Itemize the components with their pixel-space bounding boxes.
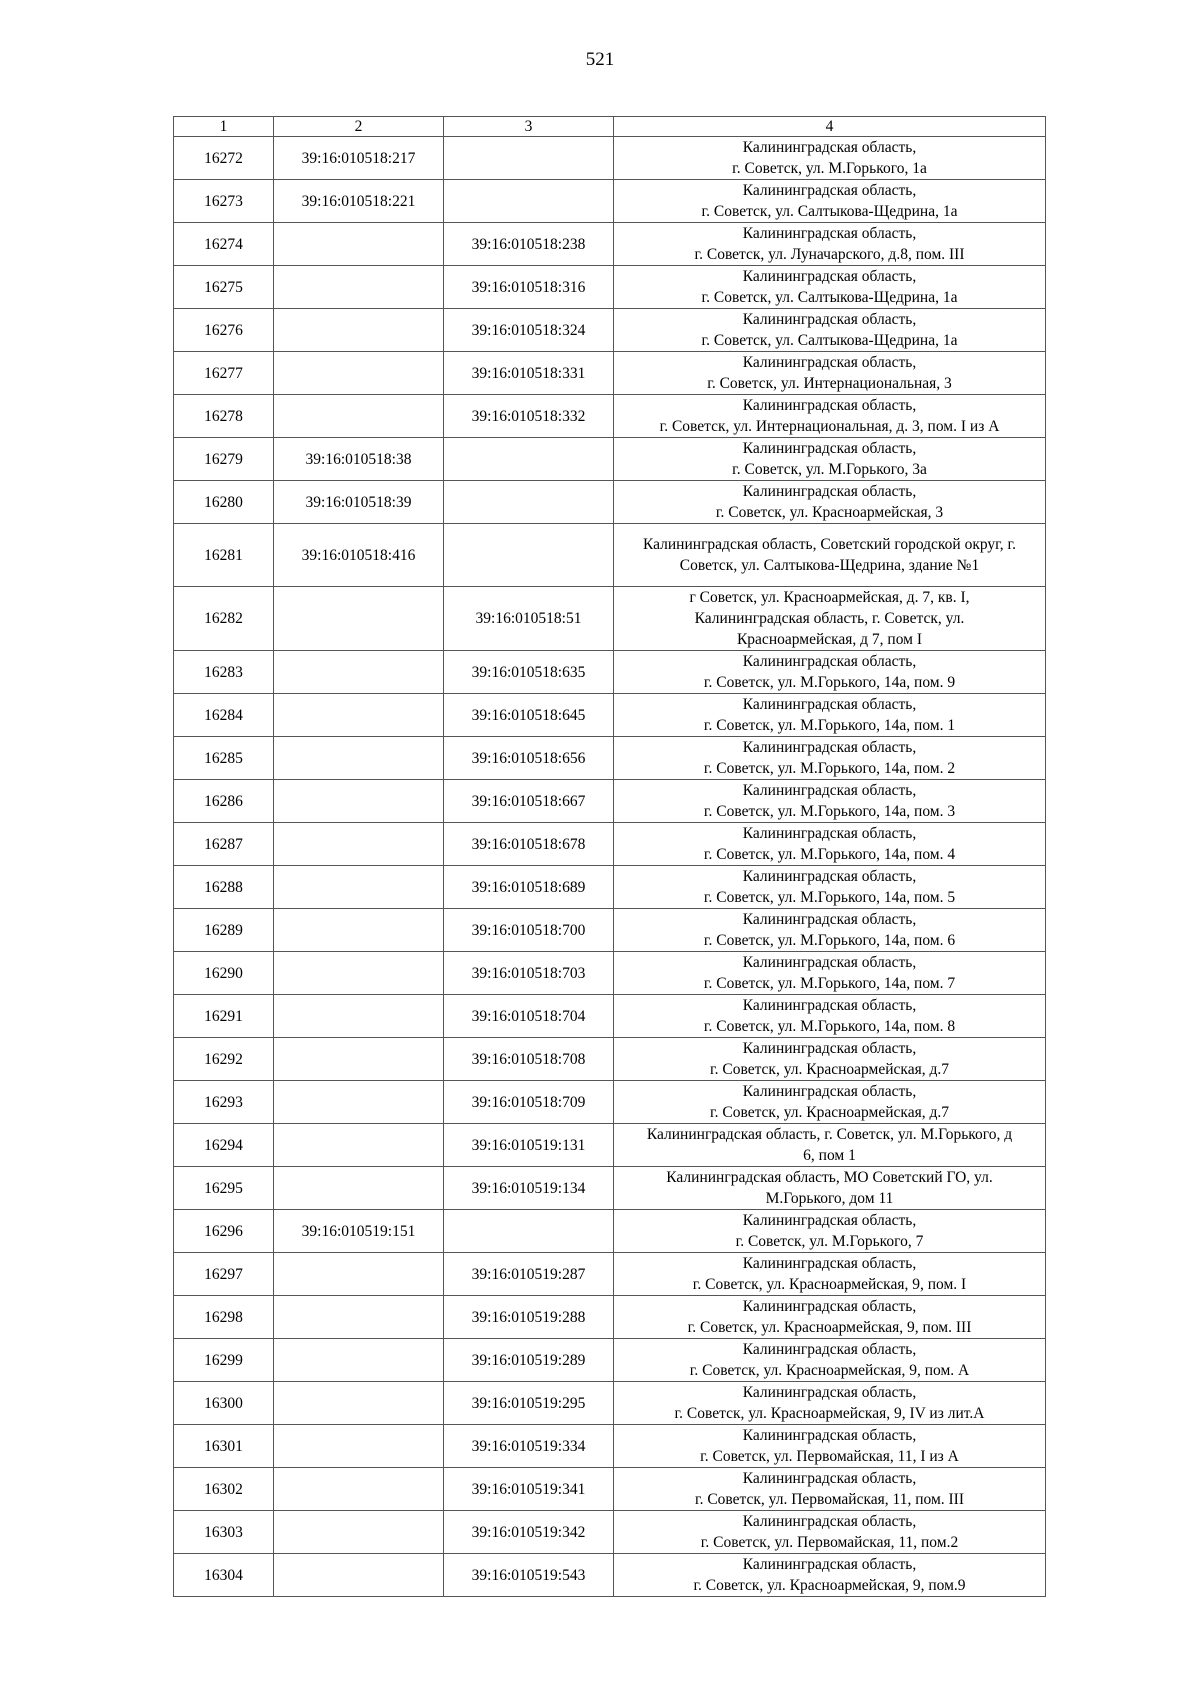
address-cell xyxy=(614,909,1046,952)
cadastral-number-col2-cell xyxy=(274,823,444,866)
record-number-cell: 16298 xyxy=(174,1296,274,1339)
table-row xyxy=(174,909,1046,952)
cadastral-number-col3-cell xyxy=(444,481,614,524)
record-number-cell: 16275 xyxy=(174,266,274,309)
record-number-cell: 16272 xyxy=(174,137,274,180)
address-text: Калининградская область, г. Советск, ул. Красноармейская, 9, пом. I xyxy=(692,1255,967,1293)
column-header-2: 2 xyxy=(274,117,444,137)
cadastral-number-col3-cell: 39:16:010518:331 xyxy=(444,352,614,395)
address-text: Калининградская область, г. Советск, ул. Салтыкова-Щедрина, 1а xyxy=(701,182,958,220)
table-row xyxy=(174,524,1046,587)
cadastral-number-col2-cell xyxy=(274,866,444,909)
record-number-cell: 16285 xyxy=(174,737,274,780)
cadastral-number-col3-cell: 39:16:010518:635 xyxy=(444,651,614,694)
table-row xyxy=(174,309,1046,352)
record-number-cell: 16295 xyxy=(174,1167,274,1210)
table-row xyxy=(174,352,1046,395)
record-number-cell: 16284 xyxy=(174,694,274,737)
address-text: Калининградская область, г. Советск, ул. Первомайская, 11, пом. III xyxy=(694,1470,964,1508)
table-row xyxy=(174,266,1046,309)
table-row xyxy=(174,1296,1046,1339)
cadastral-number-col2-cell xyxy=(274,995,444,1038)
address-text: Калининградская область, г. Советск, ул. Красноармейская, 9, пом. III xyxy=(687,1298,972,1336)
cadastral-number-col3-cell: 39:16:010519:289 xyxy=(444,1339,614,1382)
cadastral-number-col3-cell xyxy=(444,137,614,180)
record-number-cell: 16292 xyxy=(174,1038,274,1081)
cadastral-number-col2-cell: 39:16:010519:151 xyxy=(274,1210,444,1253)
cadastral-number-col3-cell: 39:16:010518:704 xyxy=(444,995,614,1038)
cadastral-number-col2-cell xyxy=(274,1382,444,1425)
address-text: Калининградская область, г. Советск, ул. Интернациональная, д. 3, пом. I из А xyxy=(659,397,1000,435)
address-text: Калининградская область, г. Советск, ул. М.Горького, 14а, пом. 2 xyxy=(703,739,956,777)
page-number: 521 xyxy=(585,49,615,70)
address-cell xyxy=(614,309,1046,352)
registry-table xyxy=(173,116,1046,1597)
record-number-cell: 16278 xyxy=(174,395,274,438)
cadastral-number-col3-cell: 39:16:010519:543 xyxy=(444,1554,614,1597)
cadastral-number-col3-cell: 39:16:010518:678 xyxy=(444,823,614,866)
address-text: Калининградская область, г. Советск, ул. Первомайская, 11, пом.2 xyxy=(700,1513,959,1551)
table-body xyxy=(174,137,1046,1597)
table-row xyxy=(174,1124,1046,1167)
cadastral-number-col3-cell: 39:16:010519:295 xyxy=(444,1382,614,1425)
table-row xyxy=(174,1339,1046,1382)
address-text: Калининградская область, г. Советск, ул. Первомайская, 11, I из А xyxy=(700,1427,959,1465)
table-row xyxy=(174,866,1046,909)
address-text: Калининградская область, г. Советск, ул. М.Горького, 14а, пом. 5 xyxy=(703,868,956,906)
address-text: Калининградская область, г. Советск, ул. Красноармейская, 9, пом.9 xyxy=(693,1556,966,1594)
cadastral-number-col3-cell xyxy=(444,1210,614,1253)
table-row xyxy=(174,1167,1046,1210)
address-text: Калининградская область, г. Советск, ул. М.Горького, 14а, пом. 7 xyxy=(703,954,956,992)
cadastral-number-col3-cell: 39:16:010519:134 xyxy=(444,1167,614,1210)
address-cell xyxy=(614,524,1046,587)
address-text: Калининградская область, г. Советск, ул. М.Горького, 14а, пом. 4 xyxy=(703,825,956,863)
address-text: Калининградская область, г. Советск, ул. М.Горького, 14а, пом. 3 xyxy=(703,782,956,820)
cadastral-number-col3-cell xyxy=(444,438,614,481)
column-header-4: 4 xyxy=(614,117,1046,137)
cadastral-number-col2-cell xyxy=(274,223,444,266)
table-row xyxy=(174,137,1046,180)
cadastral-number-col2-cell xyxy=(274,1081,444,1124)
table-row xyxy=(174,737,1046,780)
address-text: Калининградская область, г. Советск, ул. М.Горького, д 6, пом 1 xyxy=(646,1126,1013,1164)
address-text: Калининградская область, г. Советск, ул. Красноармейская, д.7 xyxy=(710,1040,949,1078)
address-cell xyxy=(614,1038,1046,1081)
cadastral-number-col3-cell: 39:16:010518:324 xyxy=(444,309,614,352)
cadastral-number-col2-cell: 39:16:010518:416 xyxy=(274,524,444,587)
address-cell xyxy=(614,737,1046,780)
table-row xyxy=(174,1210,1046,1253)
table-row xyxy=(174,1511,1046,1554)
cadastral-number-col3-cell: 39:16:010518:645 xyxy=(444,694,614,737)
cadastral-number-col2-cell: 39:16:010518:39 xyxy=(274,481,444,524)
cadastral-number-col3-cell: 39:16:010518:709 xyxy=(444,1081,614,1124)
table-row xyxy=(174,438,1046,481)
record-number-cell: 16289 xyxy=(174,909,274,952)
address-cell xyxy=(614,395,1046,438)
cadastral-number-col3-cell: 39:16:010518:316 xyxy=(444,266,614,309)
record-number-cell: 16276 xyxy=(174,309,274,352)
address-text: Калининградская область, г. Советск, ул. Салтыкова-Щедрина, 1а xyxy=(701,311,958,349)
record-number-cell: 16274 xyxy=(174,223,274,266)
cadastral-number-col2-cell xyxy=(274,909,444,952)
table-row xyxy=(174,1038,1046,1081)
address-cell xyxy=(614,651,1046,694)
record-number-cell: 16297 xyxy=(174,1253,274,1296)
address-cell xyxy=(614,780,1046,823)
address-cell xyxy=(614,266,1046,309)
cadastral-number-col2-cell xyxy=(274,1038,444,1081)
address-cell xyxy=(614,137,1046,180)
address-cell xyxy=(614,438,1046,481)
cadastral-number-col3-cell: 39:16:010518:656 xyxy=(444,737,614,780)
address-text: Калининградская область, г. Советск, ул. М.Горького, 1а xyxy=(732,139,927,177)
table-row xyxy=(174,1554,1046,1597)
record-number-cell: 16281 xyxy=(174,524,274,587)
cadastral-number-col3-cell xyxy=(444,524,614,587)
cadastral-number-col2-cell xyxy=(274,1167,444,1210)
cadastral-number-col3-cell: 39:16:010519:342 xyxy=(444,1511,614,1554)
record-number-cell: 16302 xyxy=(174,1468,274,1511)
cadastral-number-col2-cell xyxy=(274,395,444,438)
address-text: Калининградская область, г. Советск, ул. Салтыкова-Щедрина, 1а xyxy=(701,268,958,306)
cadastral-number-col2-cell xyxy=(274,1511,444,1554)
address-cell xyxy=(614,1554,1046,1597)
cadastral-number-col3-cell: 39:16:010519:287 xyxy=(444,1253,614,1296)
header-row xyxy=(174,117,1046,137)
address-text: Калининградская область, г. Советск, ул. Красноармейская, 9, IV из лит.А xyxy=(674,1384,985,1422)
table-row xyxy=(174,1081,1046,1124)
cadastral-number-col3-cell: 39:16:010518:51 xyxy=(444,587,614,651)
cadastral-number-col2-cell: 39:16:010518:217 xyxy=(274,137,444,180)
address-cell xyxy=(614,1296,1046,1339)
cadastral-number-col3-cell: 39:16:010518:708 xyxy=(444,1038,614,1081)
record-number-cell: 16291 xyxy=(174,995,274,1038)
address-text: Калининградская область, Советский городской округ, г. Советск, ул. Салтыкова-Щедрина, здание №1 xyxy=(643,536,1016,574)
address-text: Калининградская область, г. Советск, ул. М.Горького, 14а, пом. 6 xyxy=(703,911,956,949)
address-cell xyxy=(614,1339,1046,1382)
address-cell xyxy=(614,1167,1046,1210)
cadastral-number-col2-cell xyxy=(274,309,444,352)
address-cell xyxy=(614,1468,1046,1511)
record-number-cell: 16303 xyxy=(174,1511,274,1554)
table-row xyxy=(174,180,1046,223)
cadastral-number-col2-cell xyxy=(274,952,444,995)
table-row xyxy=(174,952,1046,995)
table-row xyxy=(174,651,1046,694)
address-cell xyxy=(614,1425,1046,1468)
record-number-cell: 16287 xyxy=(174,823,274,866)
table-row xyxy=(174,995,1046,1038)
record-number-cell: 16301 xyxy=(174,1425,274,1468)
cadastral-number-col2-cell xyxy=(274,737,444,780)
address-cell xyxy=(614,1124,1046,1167)
address-text: Калининградская область, г. Советск, ул. М.Горького, 14а, пом. 9 xyxy=(703,653,956,691)
table-row xyxy=(174,1382,1046,1425)
table-row xyxy=(174,223,1046,266)
cadastral-number-col3-cell: 39:16:010519:131 xyxy=(444,1124,614,1167)
cadastral-number-col3-cell: 39:16:010518:700 xyxy=(444,909,614,952)
address-cell xyxy=(614,952,1046,995)
cadastral-number-col2-cell xyxy=(274,352,444,395)
address-cell xyxy=(614,823,1046,866)
address-cell xyxy=(614,180,1046,223)
record-number-cell: 16283 xyxy=(174,651,274,694)
table-row xyxy=(174,395,1046,438)
table-row xyxy=(174,481,1046,524)
address-cell xyxy=(614,1081,1046,1124)
address-cell xyxy=(614,481,1046,524)
table-row xyxy=(174,587,1046,651)
record-number-cell: 16286 xyxy=(174,780,274,823)
cadastral-number-col3-cell: 39:16:010518:689 xyxy=(444,866,614,909)
address-text: Калининградская область, г. Советск, ул. Красноармейская, 9, пом. А xyxy=(689,1341,970,1379)
cadastral-number-col3-cell: 39:16:010518:667 xyxy=(444,780,614,823)
cadastral-number-col2-cell xyxy=(274,1339,444,1382)
cadastral-number-col2-cell xyxy=(274,1296,444,1339)
address-cell xyxy=(614,694,1046,737)
record-number-cell: 16273 xyxy=(174,180,274,223)
cadastral-number-col3-cell: 39:16:010519:288 xyxy=(444,1296,614,1339)
address-text: Калининградская область, г. Советск, ул. М.Горького, 3а xyxy=(732,440,927,478)
cadastral-number-col2-cell xyxy=(274,266,444,309)
record-number-cell: 16300 xyxy=(174,1382,274,1425)
address-cell xyxy=(614,1382,1046,1425)
cadastral-number-col3-cell xyxy=(444,180,614,223)
table-row xyxy=(174,823,1046,866)
address-text: Калининградская область, г. Советск, ул. Интернациональная, 3 xyxy=(707,354,952,392)
record-number-cell: 16293 xyxy=(174,1081,274,1124)
table-row xyxy=(174,1253,1046,1296)
record-number-cell: 16282 xyxy=(174,587,274,651)
address-text: Калининградская область, г. Советск, ул. М.Горького, 7 xyxy=(735,1212,924,1250)
table-row xyxy=(174,694,1046,737)
address-cell xyxy=(614,587,1046,651)
address-cell xyxy=(614,223,1046,266)
cadastral-number-col2-cell: 39:16:010518:221 xyxy=(274,180,444,223)
address-cell xyxy=(614,995,1046,1038)
record-number-cell: 16299 xyxy=(174,1339,274,1382)
cadastral-number-col2-cell xyxy=(274,780,444,823)
table-row xyxy=(174,780,1046,823)
table-row xyxy=(174,1425,1046,1468)
record-number-cell: 16279 xyxy=(174,438,274,481)
address-cell xyxy=(614,866,1046,909)
record-number-cell: 16280 xyxy=(174,481,274,524)
cadastral-number-col2-cell xyxy=(274,1253,444,1296)
cadastral-number-col2-cell xyxy=(274,1554,444,1597)
record-number-cell: 16288 xyxy=(174,866,274,909)
address-text: Калининградская область, г. Советск, ул. Красноармейская, д.7 xyxy=(710,1083,949,1121)
cadastral-number-col2-cell xyxy=(274,694,444,737)
cadastral-number-col3-cell: 39:16:010519:341 xyxy=(444,1468,614,1511)
address-cell xyxy=(614,1511,1046,1554)
cadastral-number-col3-cell: 39:16:010519:334 xyxy=(444,1425,614,1468)
cadastral-number-col2-cell: 39:16:010518:38 xyxy=(274,438,444,481)
address-cell xyxy=(614,1210,1046,1253)
address-text: Калининградская область, г. Советск, ул. Красноармейская, 3 xyxy=(715,483,944,521)
cadastral-number-col2-cell xyxy=(274,1468,444,1511)
cadastral-number-col2-cell xyxy=(274,587,444,651)
address-text: Калининградская область, г. Советск, ул. М.Горького, 14а, пом. 1 xyxy=(703,696,956,734)
record-number-cell: 16290 xyxy=(174,952,274,995)
address-text: Калининградская область, МО Советский ГО, ул. М.Горького, дом 11 xyxy=(666,1169,993,1207)
address-cell xyxy=(614,352,1046,395)
address-text: Калининградская область, г. Советск, ул. М.Горького, 14а, пом. 8 xyxy=(703,997,956,1035)
table-row xyxy=(174,1468,1046,1511)
record-number-cell: 16296 xyxy=(174,1210,274,1253)
record-number-cell: 16277 xyxy=(174,352,274,395)
cadastral-number-col2-cell xyxy=(274,1425,444,1468)
column-header-3: 3 xyxy=(444,117,614,137)
cadastral-number-col2-cell xyxy=(274,651,444,694)
cadastral-number-col3-cell: 39:16:010518:332 xyxy=(444,395,614,438)
cadastral-number-col3-cell: 39:16:010518:703 xyxy=(444,952,614,995)
record-number-cell: 16304 xyxy=(174,1554,274,1597)
cadastral-number-col2-cell xyxy=(274,1124,444,1167)
address-cell xyxy=(614,1253,1046,1296)
record-number-cell: 16294 xyxy=(174,1124,274,1167)
column-header-1: 1 xyxy=(174,117,274,137)
address-text: г Советск, ул. Красноармейская, д. 7, кв. I, Калининградская область, г. Советск, ул. Красноармейская, д 7, пом I xyxy=(689,589,970,648)
cadastral-number-col3-cell: 39:16:010518:238 xyxy=(444,223,614,266)
address-text: Калининградская область, г. Советск, ул. Луначарского, д.8, пом. III xyxy=(694,225,965,263)
